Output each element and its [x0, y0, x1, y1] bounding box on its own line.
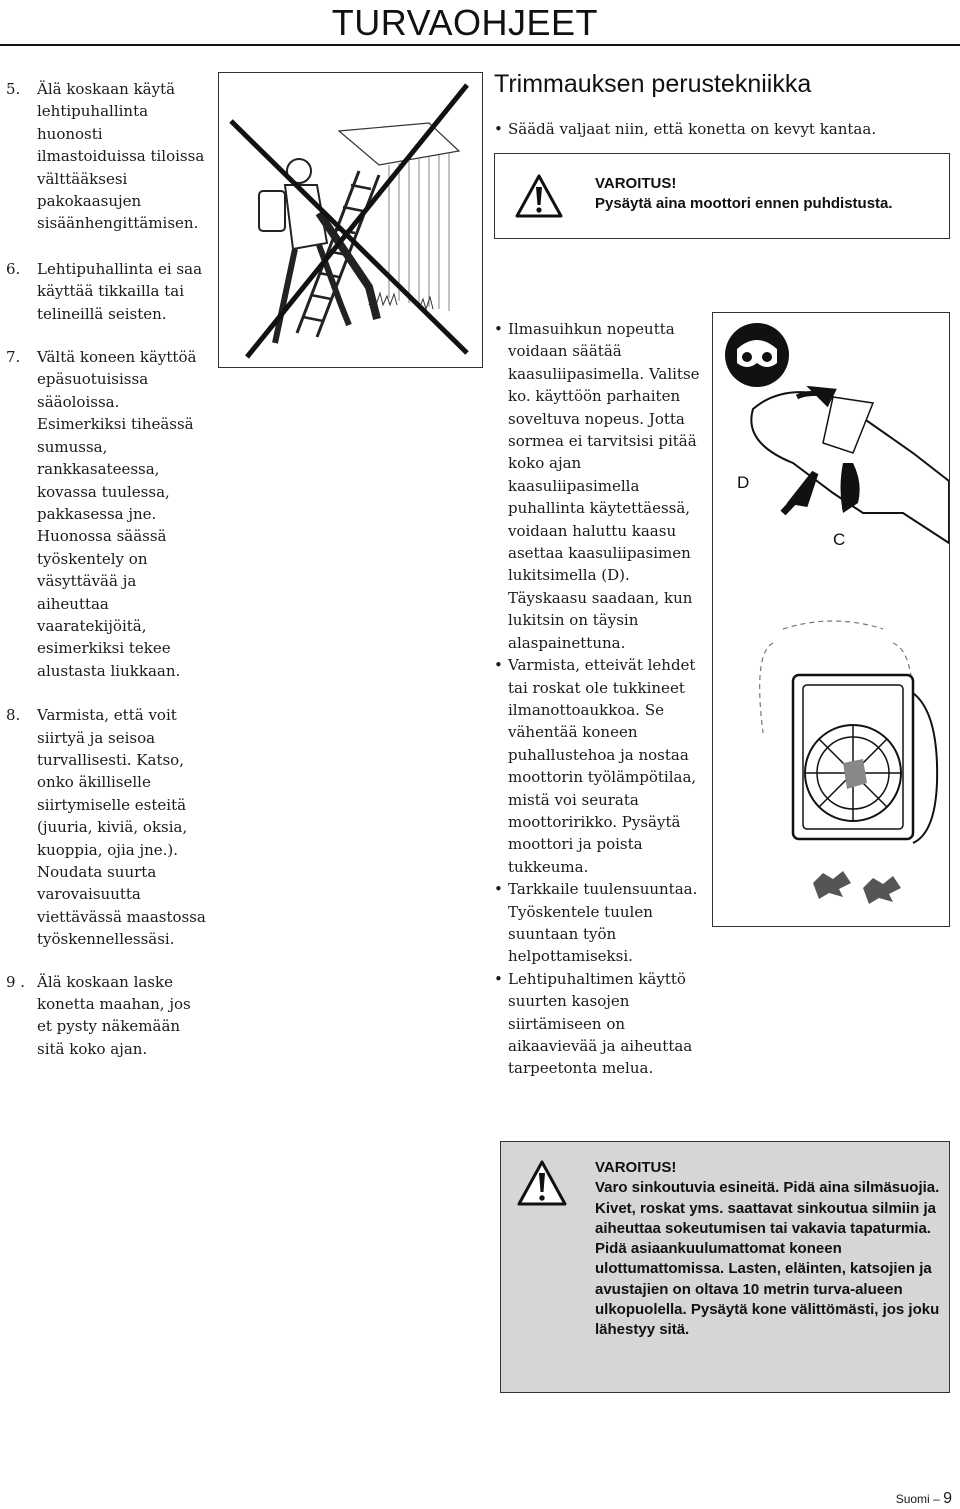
ladder-prohibited-illustration: [218, 72, 483, 368]
bullet-text: Säädä valjaat niin, että konetta on kevyt kantaa.: [508, 120, 877, 138]
list-text: Älä koskaan laske konetta maahan, jos et pysty näkemään sitä koko ajan.: [37, 972, 191, 1058]
list-item: [6, 346, 206, 682]
list-item: [6, 78, 206, 235]
bullet-dot: •: [494, 120, 503, 138]
footer-separator: –: [933, 1492, 940, 1506]
warning-triangle-icon: [517, 1160, 567, 1206]
warning-box-cleaning: [494, 153, 950, 239]
list-item: [494, 654, 710, 878]
list-text: Älä koskaan käytä lehtipuhallinta huonosti ilmastoiduissa tiloissa välttääksesi pakokaasujen sisäänhengittämisen.: [37, 80, 205, 233]
throttle-and-intake-icon: [713, 313, 949, 926]
list-item: [6, 704, 206, 950]
warning-title: VAROITUS!: [595, 175, 677, 192]
warning-title: VAROITUS!: [595, 1159, 677, 1176]
list-number: 8.: [6, 706, 21, 725]
list-item: [6, 258, 206, 325]
list-text: Vältä koneen käyttöä epäsuotuisissa sääoloissa. Esimerkiksi tiheässä sumussa, rankkasateessa, kovassa tuulessa, pakkasessa jne. Huonossa säässä työskentely on väsyttävää ja aiheuttaa vaaratekijöitä, esimerkiksi tekee alustasta liukkaan.: [37, 348, 197, 680]
technique-bullets: [494, 318, 710, 1080]
bullet-dot: •: [494, 320, 503, 338]
list-number: 5.: [6, 80, 21, 98]
safety-list: [6, 78, 206, 1060]
warning-box-flying-objects: [500, 1141, 950, 1393]
list-item: [6, 971, 206, 1061]
footer-language: Suomi: [895, 1492, 930, 1506]
page-number: 9: [943, 1490, 952, 1507]
bullet-text: Ilmasuihkun nopeutta voidaan säätää kaasuliipasimella. Valitse ko. käyttöön parhaiten soveltuva nopeus. Jotta sormea ei tarvitsisi pitää koko ajan kaasuliipasimella puhallinta käytettäessä, voidaan haluttu kaasu asettaa kaasuliipasimen lukitsimella (D). Täyskaasu saadaan, kun lukitsin on täysin alaspainettuna.: [508, 320, 700, 652]
page-footer: [896, 1490, 952, 1508]
bullet-text: Varmista, etteivät lehdet tai roskat ole tukkineet ilmanottoaukkoa. Se vähentää koneen puhallustehoa ja nostaa moottorin työlämpötilaa, mistä voi seurata moottoririkko. Pysäytä moottori ja poista tukkeuma.: [508, 656, 697, 876]
warning-triangle-icon: [515, 174, 563, 218]
list-item: [494, 318, 710, 654]
warning-text: Varo sinkoutuvia esineitä. Pidä aina silmäsuojia. Kivet, roskat yms. saattavat sinkoutua silmiin ja aiheuttaa sokeutumisen tai vakavia tapaturmia. Pidä asiaankuulumattomat koneen ulottumattomissa. Lasten, eläinten, katsojien ja avustajien on oltava 10 metrin turva-alueen ulkopuolella. Pysäytä kone välittömästi, jos joku lähestyy sitä.: [595, 1179, 940, 1339]
header-rule: [0, 44, 960, 46]
bullet-dot: •: [494, 656, 503, 675]
list-text: Lehtipuhallinta ei saa käyttää tikkailla tai telineillä seisten.: [37, 259, 203, 323]
label-d: D: [737, 473, 750, 492]
section-heading: Trimmauksen perustekniikka: [494, 70, 812, 98]
list-item: [494, 878, 710, 968]
bullet-dot: •: [494, 969, 503, 988]
list-number: 6.: [6, 259, 21, 278]
bullet-dot: •: [494, 880, 503, 899]
section-bullet: [494, 118, 950, 140]
bullet-text: Tarkkaile tuulensuuntaa. Työskentele tuulen suuntaan työn helpottamiseksi.: [508, 880, 698, 966]
list-number: 7.: [6, 348, 21, 367]
warning-text: Pysäytä aina moottori ennen puhdistusta.: [595, 195, 893, 212]
ladder-prohibited-icon: [219, 73, 482, 367]
label-c: C: [833, 530, 846, 549]
blower-illustration: [712, 312, 950, 927]
list-item: [494, 968, 710, 1080]
list-number: 9 .: [6, 972, 26, 991]
list-text: Varmista, että voit siirtyä ja seisoa turvallisesti. Katso, onko äkilliselle siirtymiselle esteitä (juuria, kiviä, oksia, kuoppia, ojia jne.). Noudata suurta varovaisuutta viettävässä maastossa työskennellessäsi.: [37, 706, 206, 949]
page-title: TURVAOHJEET: [331, 2, 598, 43]
bullet-text: Lehtipuhaltimen käyttö suurten kasojen siirtämiseen on aikaavievää ja aiheuttaa tarpeetonta melua.: [508, 969, 693, 1078]
